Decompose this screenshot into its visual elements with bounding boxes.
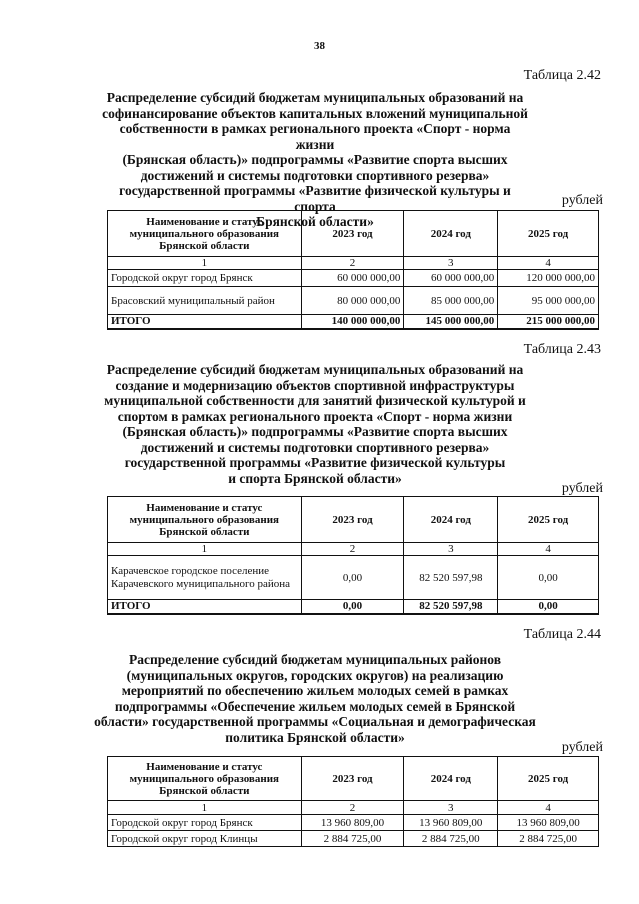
title-line: муниципальной собственности для занятий физической культурой и — [104, 393, 526, 408]
column-number: 4 — [498, 801, 599, 815]
header-cell: 2024 год — [404, 497, 498, 543]
header-cell: 2023 год — [301, 497, 404, 543]
title-line: собственности в рамках регионального проекта «Спорт - норма жизни — [119, 121, 511, 152]
amount-cell: 60 000 000,00 — [404, 270, 498, 287]
total-amount: 82 520 597,98 — [404, 600, 498, 614]
table-title — [92, 652, 538, 745]
header-cell: 2023 год — [301, 757, 404, 801]
total-label: ИТОГО — [108, 600, 302, 614]
data-table — [107, 496, 599, 615]
table-row — [108, 270, 599, 287]
column-number: 2 — [301, 543, 404, 556]
title-line: Распределение субсидий бюджетам муниципальных районов — [128, 652, 502, 667]
table-title — [100, 90, 530, 230]
amount-cell: 13 960 809,00 — [498, 815, 599, 831]
column-number-row — [108, 801, 599, 815]
amount-cell: 2 884 725,00 — [301, 831, 404, 847]
total-row — [108, 600, 599, 614]
amount-cell: 2 884 725,00 — [498, 831, 599, 847]
municipality-name: Брасовский муниципальный район — [108, 287, 302, 315]
total-amount: 140 000 000,00 — [301, 315, 404, 329]
title-line: подпрограммы «Обеспечение жильем молодых семей в Брянской — [114, 698, 516, 714]
title-line: государственной программы «Развитие физической культуры и спорта — [119, 183, 511, 214]
column-number-row — [108, 543, 599, 556]
table-row — [108, 556, 599, 600]
title-line: Распределение субсидий бюджетам муниципальных образований на — [106, 90, 524, 105]
title-line: создание и модернизацию объектов спортивной инфраструктуры — [115, 377, 515, 393]
data-table — [107, 756, 599, 847]
amount-cell: 0,00 — [301, 556, 404, 600]
total-row — [108, 315, 599, 329]
title-line: Брянской области» — [256, 214, 374, 229]
column-number: 4 — [498, 257, 599, 270]
amount-cell: 95 000 000,00 — [498, 287, 599, 315]
column-number: 1 — [108, 257, 302, 270]
header-row — [108, 211, 599, 257]
units-label: рублей — [561, 740, 603, 755]
header-cell: 2025 год — [498, 211, 599, 257]
title-line: и спорта Брянской области» — [228, 470, 402, 486]
total-label: ИТОГО — [108, 315, 302, 329]
municipality-name: Городской округ город Клинцы — [108, 831, 302, 847]
municipality-name: Карачевское городское поселение Карачевского муниципального района — [108, 556, 302, 600]
column-number: 3 — [404, 543, 498, 556]
title-line: Распределение субсидий бюджетам муниципальных образований на — [106, 362, 524, 377]
column-number: 1 — [108, 543, 302, 556]
column-number: 3 — [404, 257, 498, 270]
amount-cell: 60 000 000,00 — [301, 270, 404, 287]
title-line: спортом в рамках регионального проекта «Спорт - норма жизни — [117, 408, 513, 424]
table-label: Таблица 2.43 — [523, 342, 601, 357]
title-line: области» государственной программы «Социальная и демографическая — [94, 714, 536, 729]
amount-cell: 2 884 725,00 — [404, 831, 498, 847]
amount-cell: 0,00 — [498, 556, 599, 600]
table-row — [108, 287, 599, 315]
title-line: достижений и системы подготовки спортивного резерва» — [140, 439, 490, 455]
data-table — [107, 210, 599, 330]
municipality-name: Городской округ город Брянск — [108, 815, 302, 831]
column-number-row — [108, 257, 599, 270]
title-line: (Брянская область)» подпрограммы «Развитие спорта высших — [122, 424, 508, 439]
units-label: рублей — [561, 481, 603, 496]
total-amount: 0,00 — [498, 600, 599, 614]
header-cell: Наименование и статус муниципального образования Брянской области — [108, 757, 302, 801]
municipality-name: Городской округ город Брянск — [108, 270, 302, 287]
title-line: софинансирование объектов капитальных вложений муниципальной — [102, 105, 528, 121]
page-number: 38 — [314, 40, 325, 52]
units-label: рублей — [561, 193, 603, 208]
header-cell: 2023 год — [301, 211, 404, 257]
header-cell: 2024 год — [404, 757, 498, 801]
table-row — [108, 831, 599, 847]
title-line: мероприятий по обеспечению жильем молодых семей в рамках — [121, 683, 509, 698]
title-line: (муниципальных округов, городских округов) на реализацию — [126, 667, 504, 683]
header-row — [108, 757, 599, 801]
title-line: государственной программы «Развитие физической культуры — [124, 455, 506, 470]
header-cell: Наименование и статус муниципального образования Брянской области — [108, 211, 302, 257]
amount-cell: 13 960 809,00 — [301, 815, 404, 831]
amount-cell: 82 520 597,98 — [404, 556, 498, 600]
amount-cell: 120 000 000,00 — [498, 270, 599, 287]
table-title — [100, 362, 530, 486]
title-line: (Брянская область)» подпрограммы «Развитие спорта высших — [122, 152, 508, 167]
total-amount: 145 000 000,00 — [404, 315, 498, 329]
header-cell: 2024 год — [404, 211, 498, 257]
header-row — [108, 497, 599, 543]
header-cell: Наименование и статус муниципального образования Брянской области — [108, 497, 302, 543]
header-cell: 2025 год — [498, 757, 599, 801]
table-label: Таблица 2.44 — [523, 627, 601, 642]
amount-cell: 13 960 809,00 — [404, 815, 498, 831]
column-number: 4 — [498, 543, 599, 556]
total-amount: 0,00 — [301, 600, 404, 614]
column-number: 1 — [108, 801, 302, 815]
table-label: Таблица 2.42 — [523, 68, 601, 83]
total-amount: 215 000 000,00 — [498, 315, 599, 329]
title-line: достижений и системы подготовки спортивного резерва» — [140, 167, 490, 183]
column-number: 2 — [301, 257, 404, 270]
title-line: политика Брянской области» — [225, 729, 405, 745]
column-number: 3 — [404, 801, 498, 815]
amount-cell: 80 000 000,00 — [301, 287, 404, 315]
amount-cell: 85 000 000,00 — [404, 287, 498, 315]
table-row — [108, 815, 599, 831]
header-cell: 2025 год — [498, 497, 599, 543]
column-number: 2 — [301, 801, 404, 815]
